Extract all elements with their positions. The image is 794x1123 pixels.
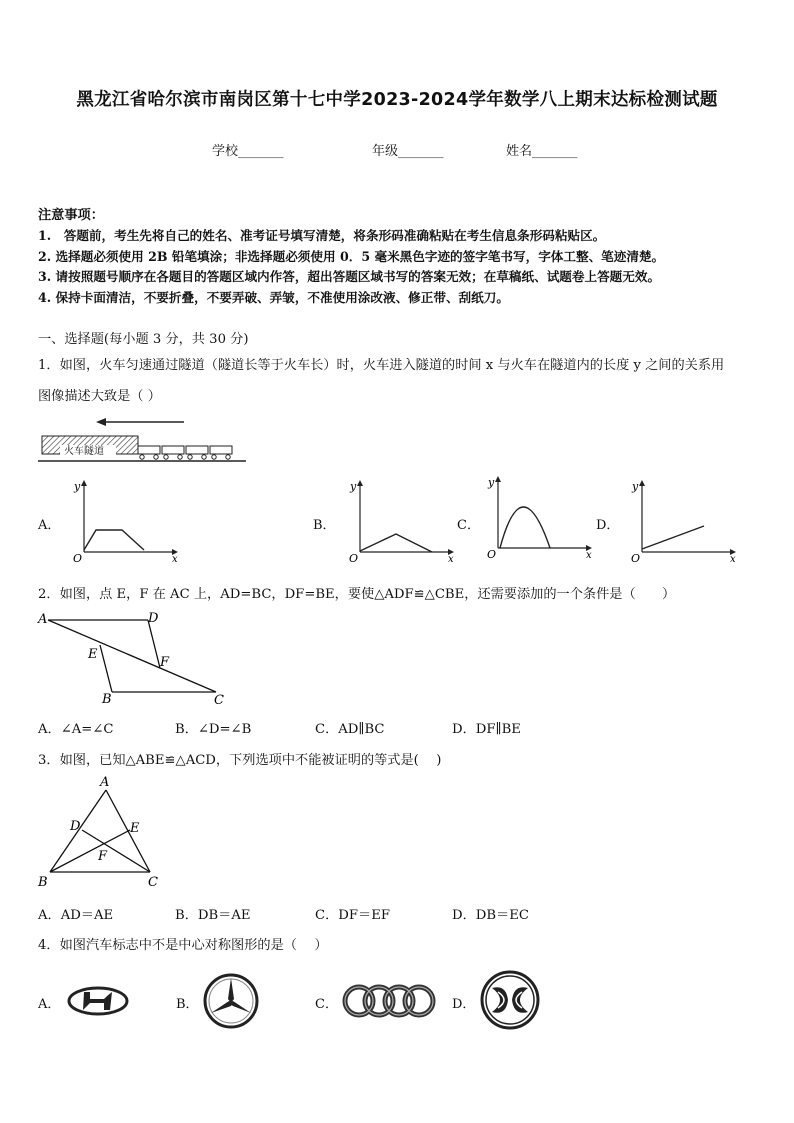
svg-text:C: C <box>148 875 158 890</box>
svg-text:x: x <box>586 550 592 561</box>
name-field: 姓名_______ <box>506 144 578 159</box>
section-heading: 一、选择题(每小题 3 分，共 30 分) <box>38 332 249 347</box>
svg-text:B: B <box>38 875 48 890</box>
q2-text: 2．如图，点 E，F 在 AC 上，AD=BC，DF=BE，要使△ADF≌△CBE，还需要添加的一个条件是（ ） <box>38 587 676 602</box>
q2-option-b: B．∠D=∠B <box>175 722 252 737</box>
q3-option-d: D．DB＝EC <box>452 908 529 923</box>
q1-graph-a <box>64 476 182 570</box>
svg-text:x: x <box>730 554 736 565</box>
svg-text:y: y <box>632 480 639 493</box>
svg-text:C: C <box>214 693 224 708</box>
q1-option-d-label: D． <box>596 518 620 533</box>
q4-option-d-label: D． <box>452 997 476 1012</box>
q1-graph-d <box>622 476 740 570</box>
svg-text:O: O <box>73 552 83 565</box>
svg-text:F: F <box>98 849 108 864</box>
q3-option-b: B．DB＝AE <box>175 908 251 923</box>
q1-text-line1: 1．如图，火车匀速通过隧道（隧道长等于火车长）时，火车进入隧道的时间 x 与火车在隧道内的长度 y 之间的关系用 <box>38 358 725 373</box>
dongfeng-logo <box>478 970 542 1030</box>
svg-text:A: A <box>38 612 48 627</box>
svg-text:O: O <box>487 548 497 561</box>
q4-text: 4．如图汽车标志中不是中心对称图形的是（ ） <box>38 938 328 953</box>
svg-text:O: O <box>349 552 359 565</box>
note-item-2: 2. 选择题必须使用 2B 铅笔填涂；非选择题必须使用 0．5 毫米黑色字迹的签字笔书写，字体工整、笔迹清楚。 <box>38 249 665 264</box>
q4-option-c-label: C． <box>315 997 338 1012</box>
note-item-4: 4. 保持卡面清洁，不要折叠，不要弄破、弄皱，不准使用涂改液、修正带、刮纸刀。 <box>38 290 509 305</box>
svg-text:O: O <box>631 552 641 565</box>
train <box>138 446 232 459</box>
q4-option-b-label: B． <box>176 997 199 1012</box>
mercedes-logo <box>202 972 260 1030</box>
q1-text-line2: 图像描述大致是（ ） <box>38 389 161 404</box>
grade-field: 年级_______ <box>372 144 444 159</box>
svg-text:A: A <box>100 775 110 790</box>
q1-option-a-label: A． <box>38 518 61 533</box>
svg-text:F: F <box>160 655 170 670</box>
svg-text:D: D <box>148 611 159 626</box>
q1-graph-b <box>340 476 458 570</box>
q2-option-a: A．∠A=∠C <box>38 722 114 737</box>
svg-text:y: y <box>350 480 357 493</box>
note-item-3: 3. 请按照题号顺序在各题目的答题区域内作答，超出答题区域书写的答案无效；在草稿纸、试题卷上答题无效。 <box>38 269 661 284</box>
page-title: 黑龙江省哈尔滨市南岗区第十七中学2023-2024学年数学八上期末达标检测试题 <box>76 90 718 110</box>
q2-option-d: D．DF∥BE <box>452 722 521 737</box>
audi-logo <box>340 982 440 1020</box>
q4-option-a-label: A． <box>38 997 61 1012</box>
q2-figure <box>36 606 236 710</box>
hyundai-logo <box>66 984 130 1018</box>
tunnel-train-figure <box>38 412 250 466</box>
svg-text:D: D <box>70 819 81 834</box>
svg-text:x: x <box>448 554 454 565</box>
q3-option-a: A．AD＝AE <box>38 908 114 923</box>
q3-figure <box>36 774 166 892</box>
svg-text:E: E <box>88 647 98 662</box>
tunnel-label: 火车隧道 <box>64 446 104 457</box>
svg-text:E: E <box>130 821 140 836</box>
svg-text:y: y <box>74 480 81 493</box>
q1-option-b-label: B． <box>313 518 336 533</box>
notes-heading: 注意事项： <box>38 208 104 223</box>
q1-option-c-label: C． <box>457 518 480 533</box>
svg-text:B: B <box>102 692 112 707</box>
note-item-1: 1. 答题前，考生先将自己的姓名、准考证号填写清楚，将条形码准确粘贴在考生信息条形码粘贴区。 <box>38 228 606 243</box>
q3-text: 3．如图，已知△ABE≌△ACD，下列选项中不能被证明的等式是( ) <box>38 753 442 768</box>
q2-option-c: C．AD∥BC <box>315 722 385 737</box>
q1-graph-c <box>478 472 596 566</box>
svg-text:y: y <box>488 476 495 489</box>
svg-text:x: x <box>172 554 178 565</box>
q3-option-c: C．DF＝EF <box>315 908 390 923</box>
school-field: 学校_______ <box>212 144 284 159</box>
